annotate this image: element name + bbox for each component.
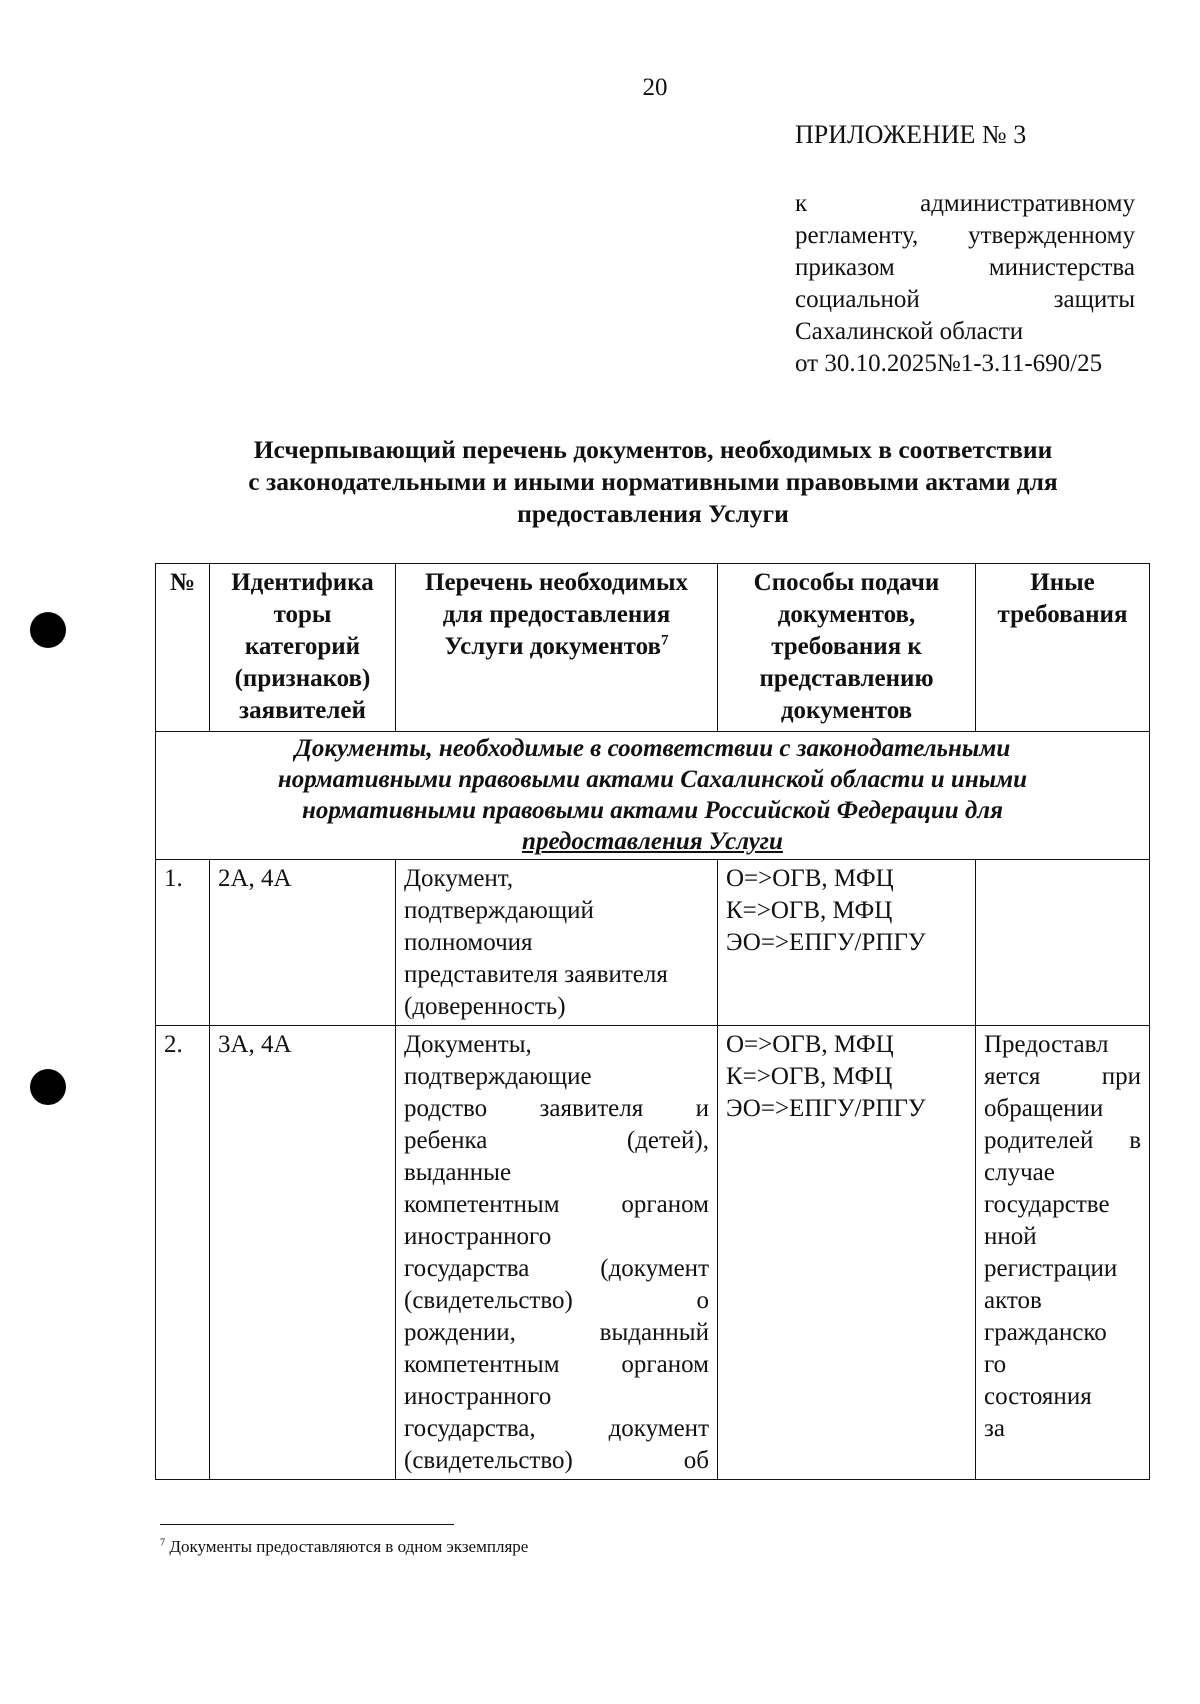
row-methods xyxy=(718,1026,976,1480)
cell-line: регистрации xyxy=(984,1255,1118,1282)
appendix-line: приказом министерства xyxy=(795,254,1135,281)
cell-line: за xyxy=(984,1415,1005,1442)
footnote xyxy=(160,1537,528,1557)
header-line: представлению xyxy=(759,665,934,692)
punch-hole-mark xyxy=(30,1069,66,1105)
cell-line: яется при xyxy=(984,1063,1141,1090)
footnote-reference: 7 xyxy=(661,632,669,649)
table-row xyxy=(156,1026,1150,1480)
row-number: 2. xyxy=(156,1026,210,1480)
header-line: требования к xyxy=(771,633,922,660)
cell-line: К=>ОГВ, МФЦ xyxy=(726,897,893,924)
header-line: заявителей xyxy=(239,697,366,724)
document-title-line: с законодательными и иными нормативными правовыми актами для xyxy=(248,467,1058,496)
cell-line: случае xyxy=(984,1159,1055,1186)
documents-table xyxy=(155,563,1150,1480)
appendix-line: от 30.10.2025№1-3.11-690/25 xyxy=(795,350,1103,377)
cell-line: компетентным органом xyxy=(404,1191,709,1218)
appendix-title: ПРИЛОЖЕНИЕ № 3 xyxy=(795,120,1027,149)
cell-line: представителя заявителя xyxy=(404,961,668,988)
header-line: Перечень необходимых xyxy=(425,569,688,596)
row-documents xyxy=(396,1026,718,1480)
row-documents xyxy=(396,860,718,1026)
cell-line: Предоставл xyxy=(984,1031,1109,1058)
cell-line: Документы, xyxy=(404,1031,532,1058)
cell-line: ЭО=>ЕПГУ/РПГУ xyxy=(726,1095,926,1122)
cell-line: иностранного xyxy=(404,1383,552,1410)
table-header-row xyxy=(156,564,1150,732)
appendix-line: социальной защиты xyxy=(795,286,1135,313)
cell-line: О=>ОГВ, МФЦ xyxy=(726,865,894,892)
cell-line: ребенка (детей), xyxy=(404,1127,709,1154)
cell-line: подтверждающие xyxy=(404,1063,592,1090)
cell-line: подтверждающий xyxy=(404,897,594,924)
cell-line: Документ, xyxy=(404,865,514,892)
header-line: документов xyxy=(780,697,913,724)
cell-line: (свидетельство) о xyxy=(404,1287,709,1314)
header-line xyxy=(404,631,709,663)
header-documents xyxy=(396,564,718,732)
cell-line: иностранного xyxy=(404,1223,552,1250)
row-other-requirements xyxy=(976,1026,1150,1480)
document-title-line: предоставления Услуги xyxy=(517,499,789,528)
header-other-requirements xyxy=(976,564,1150,732)
header-identifiers xyxy=(210,564,396,732)
cell-line: (доверенность) xyxy=(404,993,566,1020)
header-line: Иные xyxy=(1030,569,1095,596)
header-line: для предоставления xyxy=(442,601,671,628)
row-categories: 2А, 4А xyxy=(210,860,396,1026)
appendix-line: Сахалинской области xyxy=(795,318,1024,345)
cell-line: (свидетельство) об xyxy=(404,1447,709,1474)
header-number: № xyxy=(156,564,210,732)
cell-line: выданные xyxy=(404,1159,512,1186)
cell-line: родство заявителя и xyxy=(404,1095,709,1122)
header-line: Идентифика xyxy=(231,569,374,596)
cell-line: родителей в xyxy=(984,1127,1141,1154)
appendix-line: регламенту, утвержденному xyxy=(795,222,1135,249)
document-title xyxy=(158,434,1148,530)
cell-line: актов xyxy=(984,1287,1042,1314)
document-title-line: Исчерпывающий перечень документов, необходимых в соответствии xyxy=(253,435,1053,464)
header-methods xyxy=(718,564,976,732)
row-other-requirements xyxy=(976,860,1150,1026)
punch-hole-mark xyxy=(30,612,66,648)
section-header-underlined-text: предоставления Услуги xyxy=(522,828,783,855)
header-line: требования xyxy=(997,601,1128,628)
cell-line: нной xyxy=(984,1223,1037,1250)
cell-line: государстве xyxy=(984,1191,1110,1218)
header-line: (признаков) xyxy=(234,665,371,692)
header-line: торы xyxy=(273,601,332,628)
row-categories: 3А, 4А xyxy=(210,1026,396,1480)
cell-line: компетентным органом xyxy=(404,1351,709,1378)
cell-line: К=>ОГВ, МФЦ xyxy=(726,1063,893,1090)
cell-line: состояния xyxy=(984,1383,1092,1410)
cell-line: гражданско xyxy=(984,1319,1107,1346)
row-number: 1. xyxy=(156,860,210,1026)
cell-line: государства, документ xyxy=(404,1415,709,1442)
cell-line: рождении, выданный xyxy=(404,1319,709,1346)
footnote-mark: 7 xyxy=(160,1537,166,1549)
appendix-approval-text xyxy=(795,188,1135,380)
row-methods xyxy=(718,860,976,1026)
section-header-line: Документы, необходимые в соответствии с законодательными xyxy=(294,735,1011,762)
section-header xyxy=(156,732,1150,860)
header-line: документов, xyxy=(777,601,916,628)
appendix-line: к административному xyxy=(795,190,1135,217)
cell-line: го xyxy=(984,1351,1007,1378)
header-line: Способы подачи xyxy=(753,569,940,596)
table-row xyxy=(156,860,1150,1026)
section-header-line xyxy=(164,826,1141,857)
cell-line: ЭО=>ЕПГУ/РПГУ xyxy=(726,929,926,956)
cell-line: обращении xyxy=(984,1095,1104,1122)
header-line: категорий xyxy=(244,633,361,660)
cell-line: О=>ОГВ, МФЦ xyxy=(726,1031,894,1058)
page-number: 20 xyxy=(642,74,668,101)
footnote-separator xyxy=(160,1524,454,1525)
section-header-line: нормативными правовыми актами Сахалинской области и иными xyxy=(277,766,1028,793)
cell-line: полномочия xyxy=(404,929,533,956)
cell-line: государства (документ xyxy=(404,1255,709,1282)
footnote-text: Документы предоставляются в одном экземпляре xyxy=(165,1537,529,1556)
header-line-text: Услуги документов xyxy=(444,633,661,660)
section-header-line: нормативными правовыми актами Российской Федерации для xyxy=(301,797,1004,824)
table-section-header-row xyxy=(156,732,1150,860)
